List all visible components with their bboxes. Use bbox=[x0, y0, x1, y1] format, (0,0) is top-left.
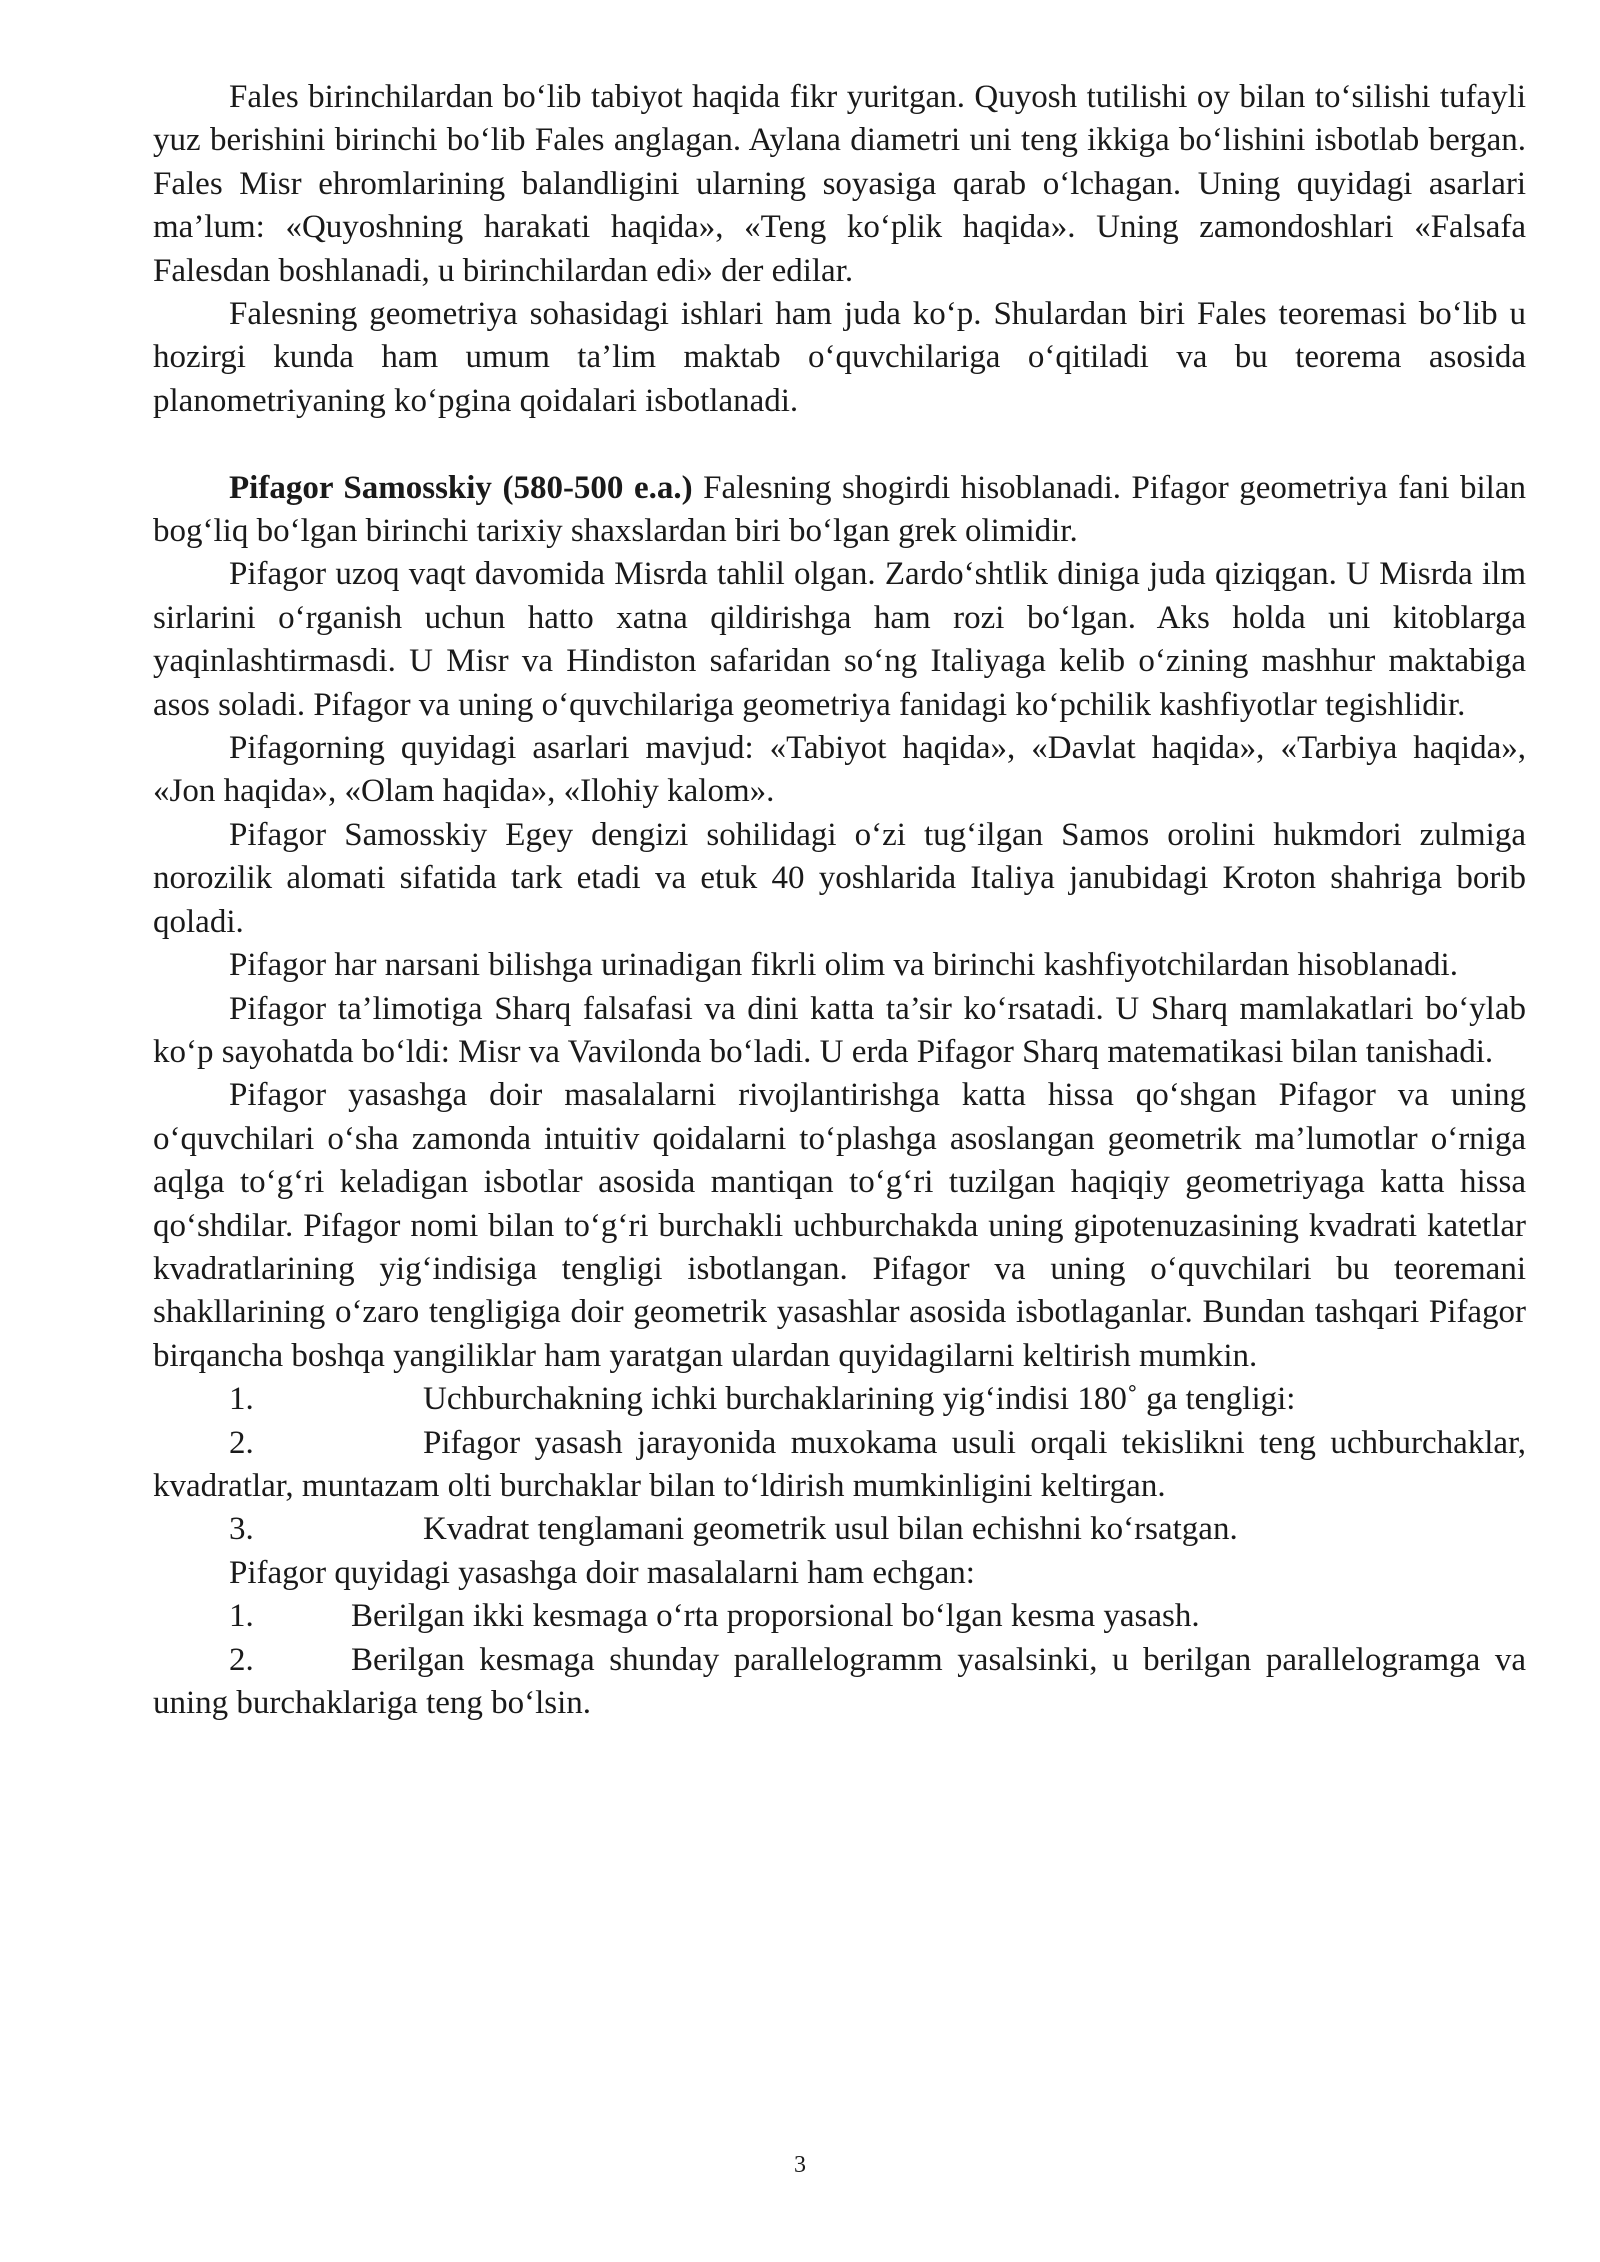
paragraph-pifagor-scholar: Pifagor har narsani bilishga urinadigan fikrli olim va birinchi kashfiyotchilardan hisoblanadi. bbox=[229, 947, 1458, 984]
paragraph-pifagor-east: Pifagor ta’limotiga Sharq falsafasi va dini katta ta’sir ko‘rsatadi. U Sharq mamlakatlari bo‘ylab ko‘p sayohatda bo‘ldi: Misr va Vavilonda bo‘ladi. U erda Pifagor Sharq matematikasi bilan tanishadi. bbox=[153, 990, 1526, 1070]
pifagor-heading: Pifagor Samosskiy (580-500 e.a.) bbox=[229, 469, 693, 506]
paragraph-pifagor-contributions: Pifagor yasashga doir masalalarni rivojlantirishga katta hissa qo‘shgan Pifagor va uning o‘quvchilari o‘sha zamonda intuitiv qoidalarni to‘plashga asoslangan geometrik ma’lumotlar o‘rniga aqlga to‘g‘ri keladigan isbotlar asosida mantiqan to‘g‘ri tuzilgan haqiqiy geometriyaga katta hissa qo‘shdilar. Pifagor nomi bilan to‘g‘ri burchakli uchburchakda uning gipotenuzasining kvadrati katetlar kvadratlarining yig‘indisiga tengligi isbotlangan. Pifagor va uning o‘quvchilari bu teoremani shakllarining o‘zaro tengligiga doir geometrik yasashlar asosida isbotlaganlar. Bundan tashqari Pifagor birqancha boshqa yangiliklar ham yaratgan ulardan quyidagilarni keltirish mumkin. bbox=[153, 1077, 1526, 1374]
paragraph-gap bbox=[153, 423, 1526, 466]
list-item bbox=[153, 1508, 1526, 1551]
list-text: Pifagor yasash jarayonida muxokama usuli orqali tekislikni teng uchburchaklar, kvadratlar, muntazam olti burchaklar bilan to‘ldirish mumkinligini keltirgan. bbox=[153, 1424, 1526, 1504]
list-item bbox=[153, 1639, 1526, 1726]
list-number: 1. bbox=[229, 1598, 254, 1635]
paragraph-construction-problems: Pifagor quyidagi yasashga doir masalalarni ham echgan: bbox=[229, 1554, 975, 1591]
paragraph-fales-geometry: Falesning geometriya sohasidagi ishlari ham juda ko‘p. Shulardan biri Fales teoremasi bo‘lib u hozirgi kunda ham umum ta’lim maktab o‘quvchilariga o‘qitiladi va bu teorema asosida planometriyaning ko‘pgina qoidalari isbotlanadi. bbox=[153, 296, 1526, 419]
list-item bbox=[153, 1378, 1526, 1421]
page-number: 3 bbox=[794, 2152, 806, 2178]
document-body bbox=[153, 76, 1526, 1725]
list-item bbox=[153, 1422, 1526, 1509]
pifagor-intro-text: Falesning shogirdi hisoblanadi. Pifagor geometriya fani bilan bog‘liq bo‘lgan birinchi tarixiy shaxslardan biri bo‘lgan grek olimidir. bbox=[153, 469, 1526, 550]
list-text: Kvadrat tenglamani geometrik usul bilan echishni ko‘rsatgan. bbox=[423, 1511, 1238, 1548]
paragraph-pifagor-egypt: Pifagor uzoq vaqt davomida Misrda tahlil olgan. Zardo‘shtlik diniga juda qiziqgan. U Misrda ilm sirlarini o‘rganish uchun hatto xatna qildirishga ham rozi bo‘lgan. Aks holda uni kitoblarga yaqinlashtirmasdi. U Misr va Hindiston safaridan so‘ng Italiyaga kelib o‘zining mashhur maktabiga asos soladi. Pifagor va uning o‘quvchilariga geometriya fanidagi ko‘pchilik kashfiyotlar tegishlidir. bbox=[153, 556, 1526, 723]
list-number: 1. bbox=[229, 1381, 254, 1418]
paragraph-pifagor-works: Pifagorning quyidagi asarlari mavjud: «Tabiyot haqida», «Davlat haqida», «Tarbiya haqida», «Jon haqida», «Olam haqida», «Ilohiy kalom». bbox=[153, 730, 1526, 810]
list-number: 3. bbox=[229, 1511, 254, 1548]
list-text: Berilgan ikki kesmaga o‘rta proporsional bo‘lgan kesma yasash. bbox=[351, 1598, 1200, 1635]
list-text: Uchburchakning ichki burchaklarining yig‘indisi 180˚ ga tengligi: bbox=[423, 1381, 1296, 1418]
paragraph-pifagor-samos: Pifagor Samosskiy Egey dengizi sohilidagi o‘zi tug‘ilgan Samos orolini hukmdori zulmiga norozilik alomati sifatida tark etadi va etuk 40 yoshlarida Italiya janubidagi Kroton shahriga borib qoladi. bbox=[153, 816, 1526, 940]
list-text: Berilgan kesmaga shunday parallelogramm yasalsinki, u berilgan parallelogramga va uning burchaklariga teng bo‘lsin. bbox=[153, 1641, 1526, 1722]
list-item bbox=[153, 1595, 1526, 1638]
paragraph-pifagor-intro bbox=[153, 467, 1526, 554]
list-number: 2. bbox=[229, 1424, 254, 1461]
paragraph-fales-intro: Fales birinchilardan bo‘lib tabiyot haqida fikr yuritgan. Quyosh tutilishi oy bilan to‘silishi tufayli yuz berishini birinchi bo‘lib Fales anglagan. Aylana diametri uni teng ikkiga bo‘lishini isbotlab bergan. Fales Misr ehromlarining balandligini ularning soyasiga qarab o‘lchagan. Uning quyidagi asarlari ma’lum: «Quyoshning harakati haqida», «Teng ko‘plik haqida». Uning zamondoshlari «Falsafa Falesdan boshlanadi, u birinchilardan edi» der edilar. bbox=[153, 79, 1526, 289]
list-number: 2. bbox=[229, 1641, 254, 1678]
